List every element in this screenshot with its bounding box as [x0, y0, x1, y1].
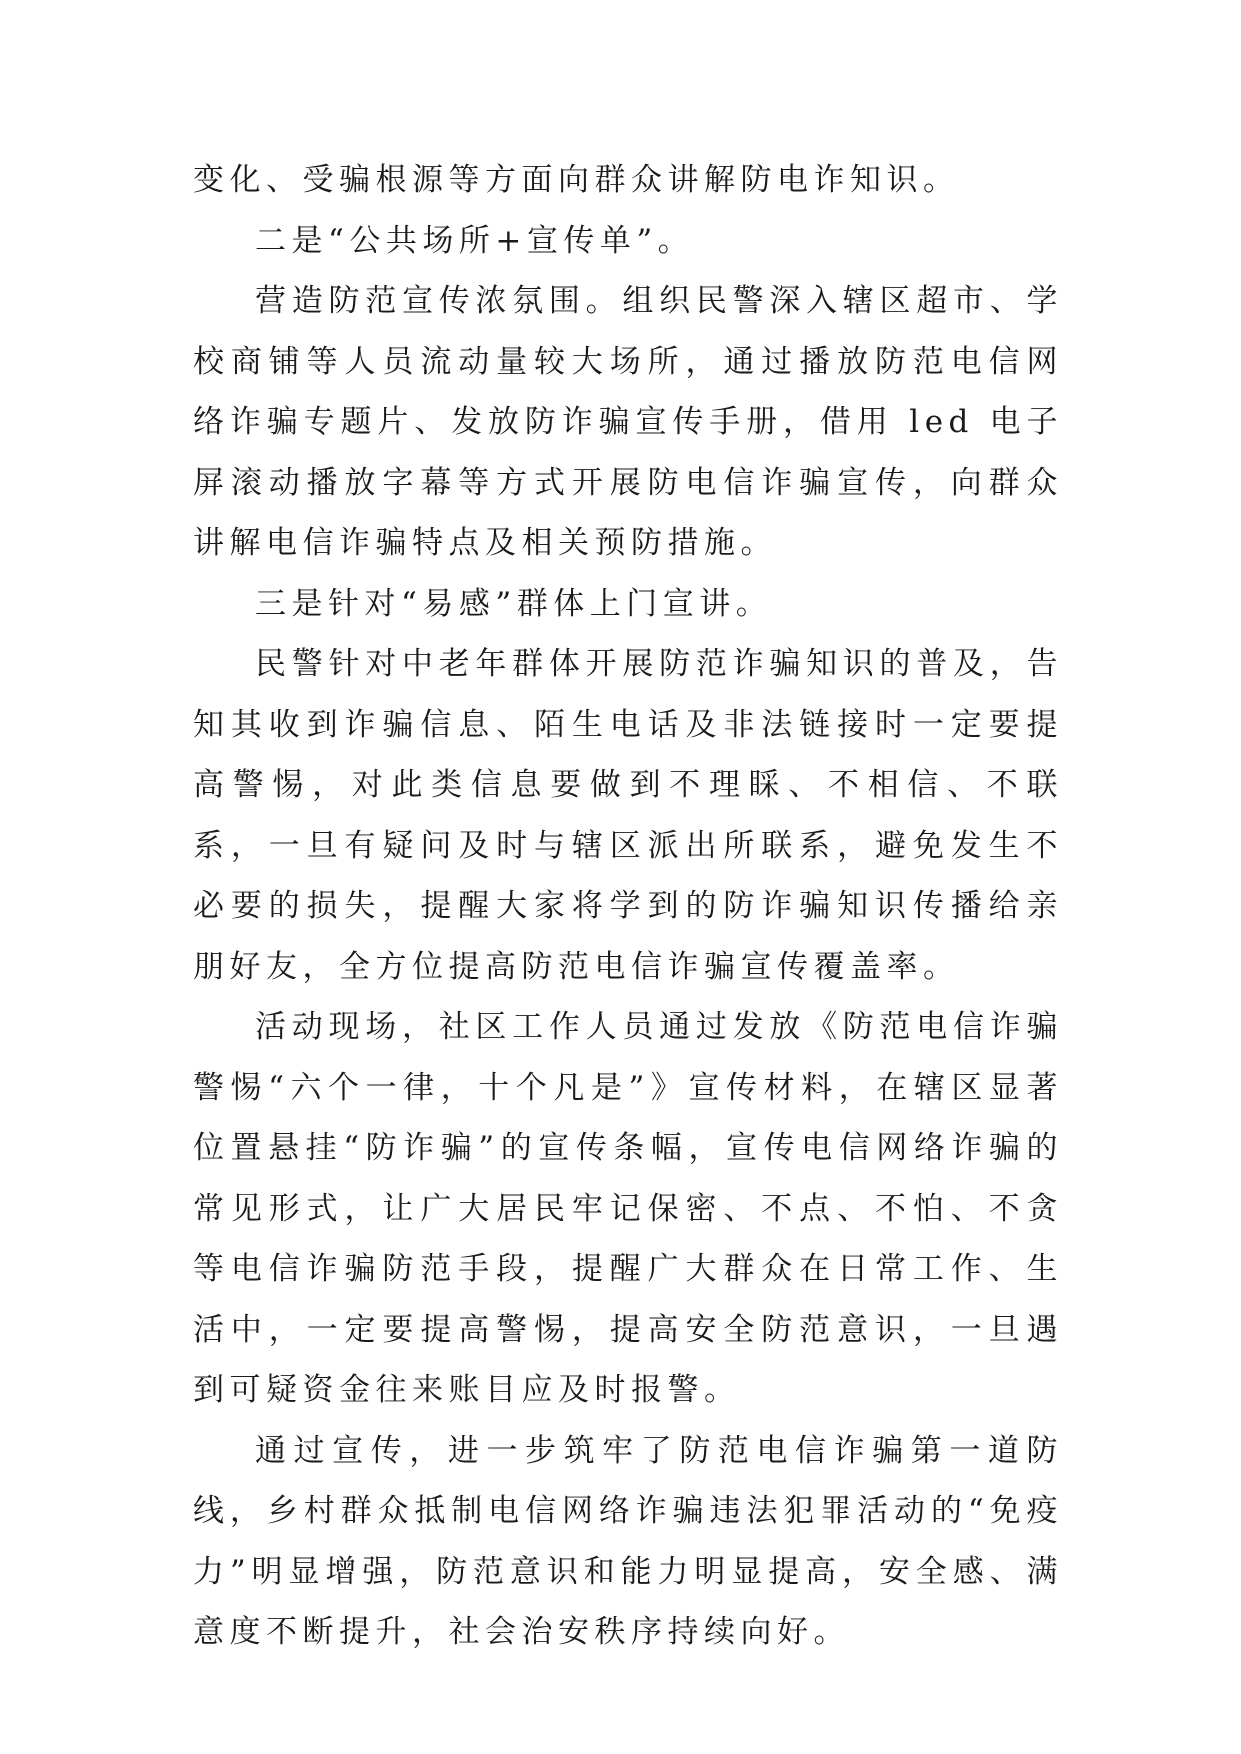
paragraph-2-heading: 二是“公共场所+宣传单”。 [255, 222, 695, 259]
paragraph-1: 变化、受骗根源等方面向群众讲解防电诈知识。 [193, 162, 960, 198]
paragraph-6: 活动现场，社区工作人员通过发放《防范电信诈骗警惕“六个一律，十个凡是”》宣传材料，在辖区显著位置悬挂“防诈骗”的宣传条幅，宣传电信网络诈骗的常见形式，让广大居民牢记保密、不点、不怕、不贪等电信诈骗防范手段，提醒广大群众在日常工作、生活中，一定要提高警惕，提高安全防范意识，一旦遇到可疑资金往来账目应及时报警。 [193, 1009, 1063, 1408]
paragraph-3: 营造防范宣传浓氛围。组织民警深入辖区超市、学校商铺等人员流动量较大场所，通过播放防范电信网络诈骗专题片、发放防诈骗宣传手册，借用 led 电子屏滚动播放字幕等方式开展防电信诈骗宣传，向群众讲解电信诈骗特点及相关预防措施。 [193, 283, 1063, 561]
paragraph-4-heading: 三是针对“易感”群体上门宣讲。 [255, 585, 773, 622]
body-text [193, 150, 1063, 1663]
paragraph-7: 通过宣传，进一步筑牢了防范电信诈骗第一道防线，乡村群众抵制电信网络诈骗违法犯罪活动的“免疫力”明显增强，防范意识和能力明显提高，安全感、满意度不断提升，社会治安秩序持续向好。 [193, 1432, 1063, 1650]
paragraph-5: 民警针对中老年群体开展防范诈骗知识的普及，告知其收到诈骗信息、陌生电话及非法链接时一定要提高警惕，对此类信息要做到不理睬、不相信、不联系，一旦有疑问及时与辖区派出所联系，避免发生不必要的损失，提醒大家将学到的防诈骗知识传播给亲朋好友，全方位提高防范电信诈骗宣传覆盖率。 [193, 646, 1063, 985]
